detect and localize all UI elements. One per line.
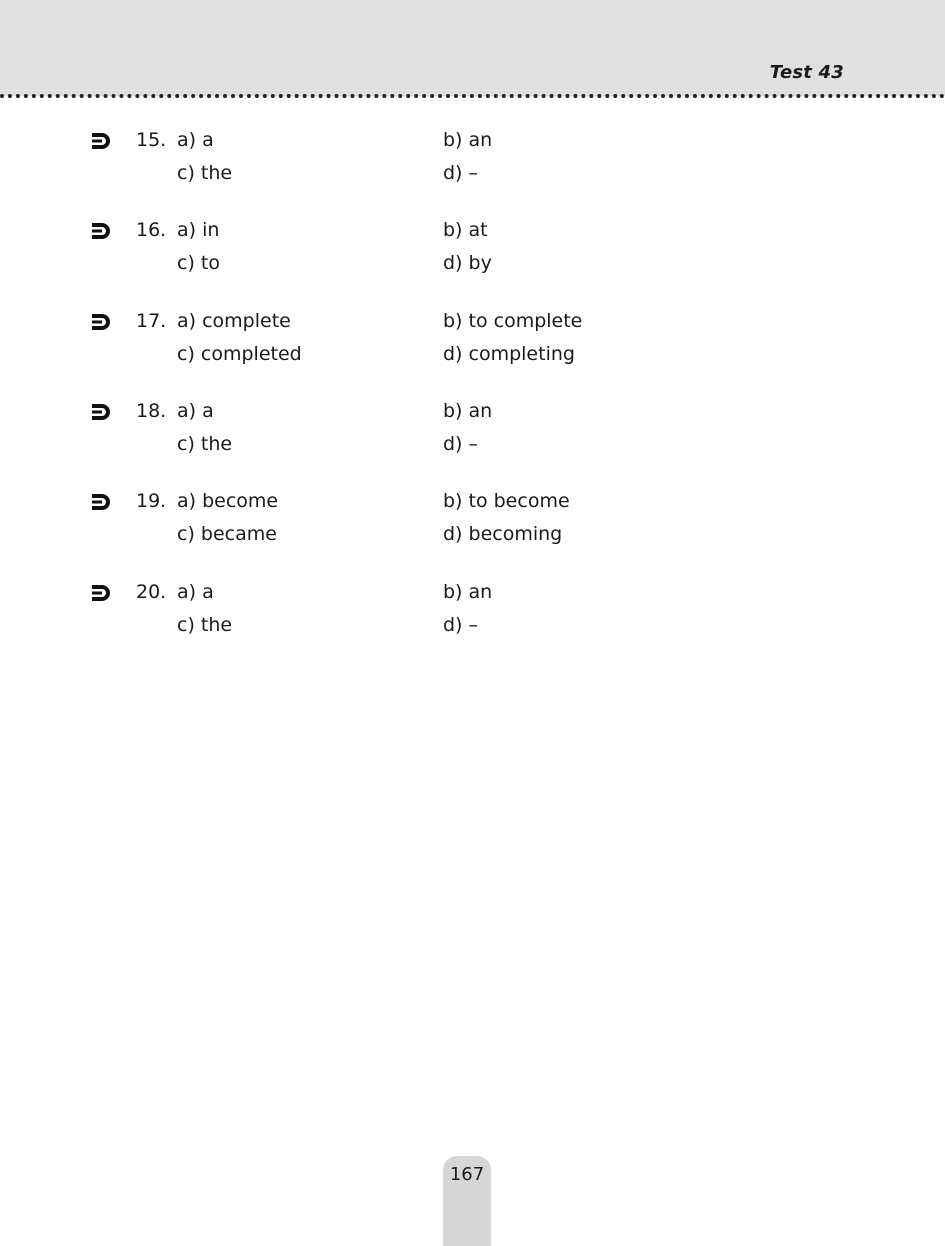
option-a[interactable]: a) a xyxy=(177,400,214,422)
option-a[interactable]: a) a xyxy=(177,129,214,151)
option-c[interactable]: c) the xyxy=(177,433,233,455)
question-20 xyxy=(0,580,945,650)
option-b[interactable]: b) an xyxy=(443,581,493,603)
arrow-bullet-icon xyxy=(90,583,114,603)
arrow-bullet-icon xyxy=(90,402,114,422)
question-number: 17. xyxy=(136,310,167,332)
arrow-bullet-icon xyxy=(90,221,114,241)
question-number: 15. xyxy=(136,129,167,151)
option-d[interactable]: d) completing xyxy=(443,343,575,365)
test-title: Test 43 xyxy=(769,62,844,83)
question-19 xyxy=(0,489,945,559)
option-b[interactable]: b) an xyxy=(443,129,493,151)
option-a[interactable]: a) complete xyxy=(177,310,291,332)
question-15 xyxy=(0,128,945,198)
option-d[interactable]: d) becoming xyxy=(443,523,563,545)
option-b[interactable]: b) at xyxy=(443,219,488,241)
option-b[interactable]: b) to become xyxy=(443,490,570,512)
question-number: 18. xyxy=(136,400,167,422)
option-d[interactable]: d) – xyxy=(443,614,479,636)
question-17 xyxy=(0,309,945,379)
arrow-bullet-icon xyxy=(90,492,114,512)
question-number: 20. xyxy=(136,581,167,603)
option-a[interactable]: a) become xyxy=(177,490,279,512)
arrow-bullet-icon xyxy=(90,131,114,151)
question-16 xyxy=(0,218,945,288)
page-header xyxy=(0,0,945,96)
option-c[interactable]: c) completed xyxy=(177,343,302,365)
question-number: 16. xyxy=(136,219,167,241)
page-number-tab xyxy=(443,1156,491,1246)
dotted-divider xyxy=(0,94,945,98)
option-a[interactable]: a) a xyxy=(177,581,214,603)
option-b[interactable]: b) an xyxy=(443,400,493,422)
option-d[interactable]: d) – xyxy=(443,433,479,455)
question-18 xyxy=(0,399,945,469)
option-d[interactable]: d) by xyxy=(443,252,492,274)
option-b[interactable]: b) to complete xyxy=(443,310,583,332)
option-c[interactable]: c) the xyxy=(177,614,233,636)
question-number: 19. xyxy=(136,490,167,512)
arrow-bullet-icon xyxy=(90,312,114,332)
option-c[interactable]: c) the xyxy=(177,162,233,184)
option-d[interactable]: d) – xyxy=(443,162,479,184)
option-c[interactable]: c) became xyxy=(177,523,277,545)
option-c[interactable]: c) to xyxy=(177,252,220,274)
option-a[interactable]: a) in xyxy=(177,219,220,241)
page-number: 167 xyxy=(449,1164,485,1185)
